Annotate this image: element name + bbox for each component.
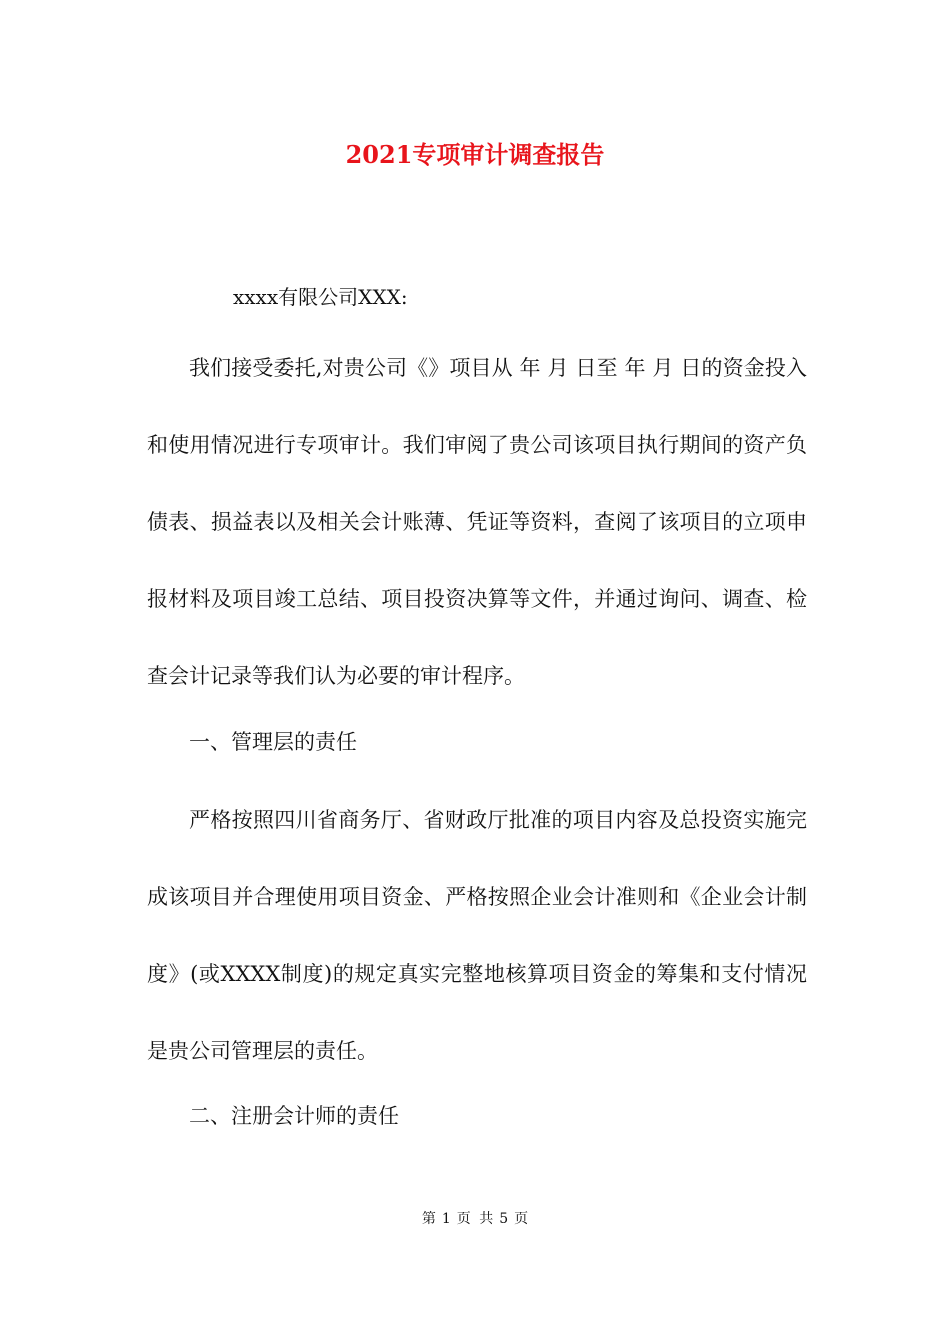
- footer-suffix: 页: [514, 1211, 529, 1227]
- footer-mid: 页 共: [456, 1211, 494, 1227]
- footer-total-pages: 5: [499, 1211, 509, 1227]
- footer-prefix: 第: [421, 1211, 436, 1227]
- section-2-heading: 二、注册会计师的责任: [189, 1104, 399, 1128]
- footer-current-page: 1: [441, 1211, 451, 1227]
- paragraph-1: 我们接受委托,对贵公司《》项目从 年 月 日至 年 月 日的资金投入和使用情况进行专项审计。我们审阅了贵公司该项目执行期间的资产负债表、损益表以及相关会计账薄、凭证等资料，查阅了该项目的立项申报材料及项目竣工总结、项目投资决算等文件，并通过询问、调查、检查会计记录等我们认为必要的审计程序。: [147, 356, 807, 688]
- document-title: 2021专项审计调查报告: [345, 140, 605, 169]
- salutation: xxxx有限公司XXX:: [233, 285, 408, 309]
- paragraph-2: 严格按照四川省商务厅、省财政厅批准的项目内容及总投资实施完成该项目并合理使用项目资金、严格按照企业会计准则和《企业会计制度》(或XXXX制度)的规定真实完整地核算项目资金的筹集和支付情况是贵公司管理层的责任。: [147, 808, 807, 1063]
- section-1-heading: 一、管理层的责任: [189, 730, 357, 754]
- page-footer: [0, 1209, 950, 1229]
